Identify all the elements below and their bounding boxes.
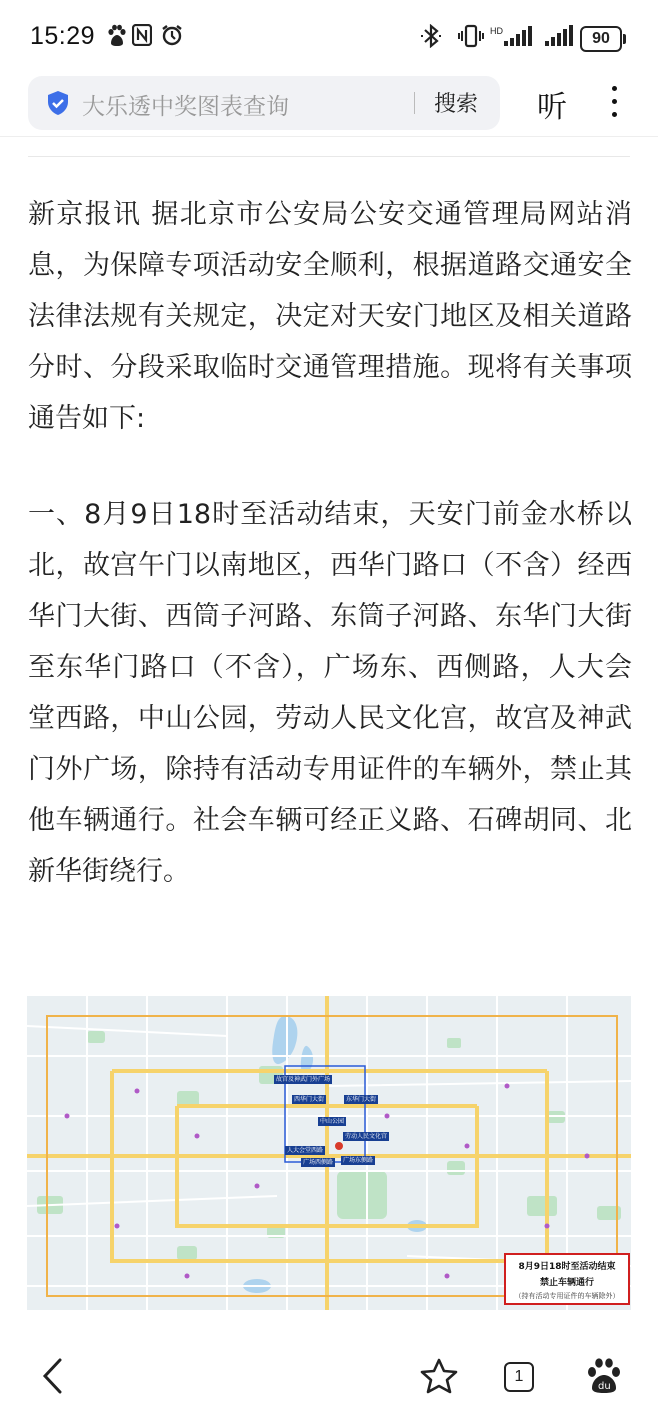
- back-icon[interactable]: [40, 1358, 66, 1394]
- alarm-icon: [160, 24, 184, 46]
- tabs-button[interactable]: 1: [504, 1362, 534, 1392]
- baidu-icon: [107, 24, 127, 46]
- map-label: 中山公园: [320, 1118, 345, 1125]
- search-bar[interactable]: [28, 76, 500, 130]
- signal-icon: [490, 24, 534, 48]
- search-input[interactable]: 大乐透中奖图表查询: [82, 94, 289, 120]
- traffic-map-image[interactable]: [27, 996, 631, 1310]
- svg-text:HD: HD: [490, 26, 503, 36]
- article-paragraph-2: 一、8月9日18时至活动结束，天安门前金水桥以北，故宫午门以南地区，西华门路口（不含）经西华门大街、西筒子河路、东筒子河路、东华门大街至东华门路口（不含），广场东、西侧路，人大会堂西路，中山公园，劳动人民文化宫，故宫及神武门外广场，除持有活动专用证件的车辆外，禁止其他车辆通行。社会车辆可经正义路、石碑胡同、北新华街绕行。: [28, 499, 632, 887]
- notice-line-3: （持有活动专用证件的车辆除外）: [514, 1292, 620, 1300]
- map-label: 西华门大街: [294, 1096, 325, 1103]
- notice-line-1: 8月9日18时至活动结束: [518, 1262, 616, 1272]
- search-button[interactable]: 搜索: [434, 87, 478, 118]
- bluetooth-icon: [420, 24, 442, 48]
- nfc-icon: [132, 24, 152, 46]
- map-label: 广场东侧路: [343, 1157, 374, 1164]
- map-label: 广场西侧路: [303, 1159, 334, 1166]
- map-notice-box: [504, 1253, 630, 1305]
- bottom-nav: [0, 1336, 658, 1416]
- map-label: 东华门大街: [346, 1096, 377, 1103]
- listen-button[interactable]: 听: [537, 82, 567, 126]
- map-label: 故宫及神武门外广场: [276, 1076, 331, 1083]
- more-icon[interactable]: [612, 86, 618, 118]
- map-label: 劳动人民文化宫: [345, 1133, 388, 1140]
- status-time: 15:29: [30, 22, 96, 50]
- map-label: 人大会堂西路: [287, 1147, 324, 1154]
- header-divider: [0, 136, 658, 137]
- baidu-paw-icon[interactable]: [586, 1358, 622, 1394]
- status-bar: [0, 0, 658, 72]
- shield-icon: [46, 90, 70, 116]
- battery-indicator: 90: [580, 26, 622, 52]
- article-divider: [28, 156, 630, 157]
- search-divider: [414, 92, 415, 114]
- article-paragraph-1: 新京报讯 据北京市公安局公安交通管理局网站消息，为保障专项活动安全顺利，根据道路交通安全法律法规有关规定，决定对天安门地区及相关道路分时、分段采取临时交通管理措施。现将有关事项通告如下:: [28, 199, 632, 434]
- star-icon[interactable]: [420, 1358, 458, 1394]
- notice-line-2: 禁止车辆通行: [539, 1278, 594, 1288]
- signal-icon: [543, 24, 575, 48]
- svg-text:du: du: [598, 1381, 611, 1392]
- vibrate-icon: [458, 24, 484, 48]
